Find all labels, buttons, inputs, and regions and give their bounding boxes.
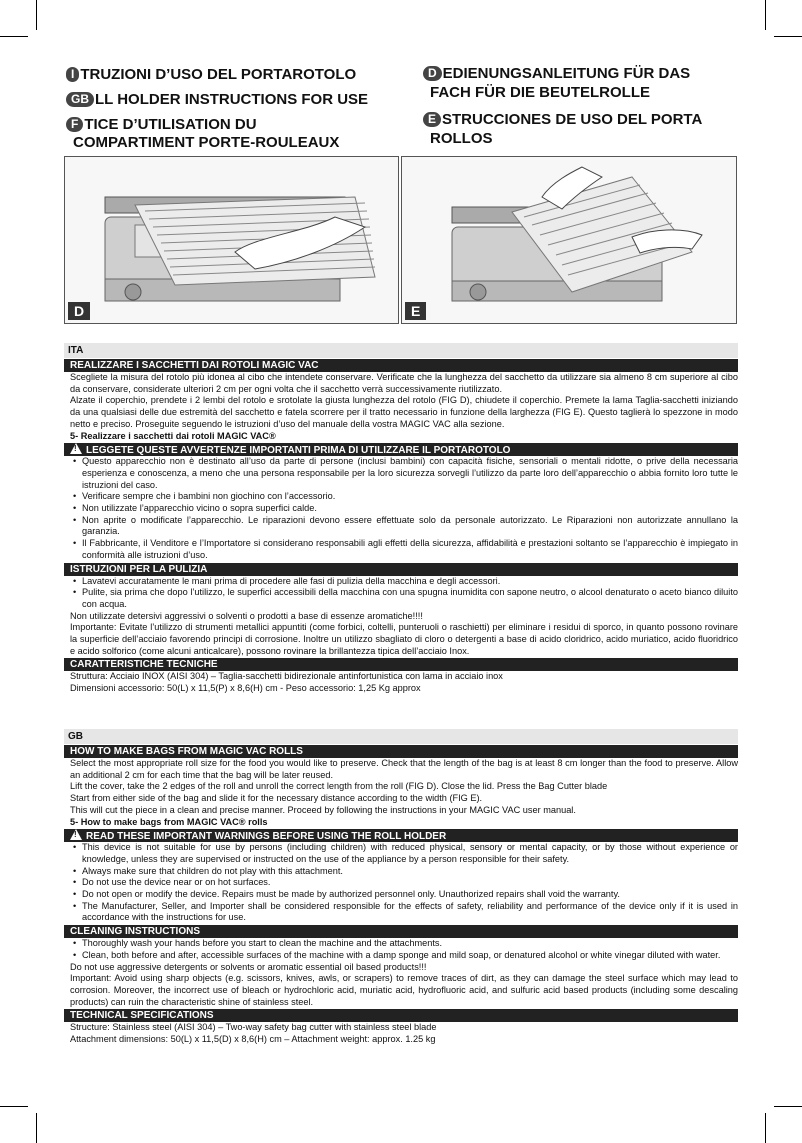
crop-mark bbox=[774, 36, 802, 37]
figure-e bbox=[401, 156, 737, 324]
lang-badge-it: I bbox=[66, 67, 79, 82]
list-item: • Lavatevi accuratamente le mani prima di procedere alle fasi di pulizia della macchina e degli accessori. bbox=[70, 576, 738, 588]
lang-bar-gb: GB bbox=[64, 729, 738, 744]
title-es: E STRUCCIONES DE USO DEL PORTA bbox=[423, 111, 702, 129]
crop-mark bbox=[36, 0, 37, 30]
paragraph-bold: 5- How to make bags from MAGIC VAC® rolls bbox=[70, 816, 268, 827]
paragraph: Dimensioni accessorio: 50(L) x 11,5(P) x 8,6(H) cm - Peso accessorio: 1,25 Kg approx bbox=[70, 683, 421, 694]
cleaning-list-ita bbox=[64, 576, 738, 611]
list-item: • Questo apparecchio non è destinato all’uso da parte di persone (inclusi bambini) con capacità fisiche, sensoriali o mentali ridotte, o prive della necessaria esperienza e conoscenza, a meno che una persona responsabile per la loro sicurezza sorvegli l’utilizzo da parte loro dell’apparecchio o abbia fornito loro tutte le istruzioni del caso. bbox=[70, 456, 738, 491]
heading-gb-specs: TECHNICAL SPECIFICATIONS bbox=[64, 1009, 738, 1022]
vacuum-sealer-illustration bbox=[402, 157, 736, 323]
title-fr: F TICE D’UTILISATION DU bbox=[66, 116, 257, 134]
list-item: • Do not use the device near or on hot surfaces. bbox=[70, 877, 738, 889]
section-gb bbox=[64, 729, 738, 1046]
paragraph: Select the most appropriate roll size for the food you would like to preserve. Check that the length of the bag is at least 8 cm longer than the food to preserve. Allow an additional 2 cm for each time that the bag will be later reused. bbox=[70, 758, 738, 780]
lang-badge-gb: GB bbox=[66, 92, 94, 107]
paragraph: Scegliete la misura del rotolo più idonea al cibo che intendete conservare. Verificate che la lunghezza del sacchetto da utilizzare sia almeno 8 cm superiore al cibo da conservare, considerate ulteriori 2 cm per ogni volta che il sacchetto verrà successivamente riutilizzato. bbox=[70, 372, 738, 394]
list-item: • Do not open or modify the device. Repairs must be made by authorized personnel only. Unauthorized repairs shall void the warranty. bbox=[70, 889, 738, 901]
warning-list-ita bbox=[64, 456, 738, 561]
title-fr-line2: COMPARTIMENT PORTE-ROULEAUX bbox=[73, 134, 340, 151]
paragraph: Start from either side of the bag and slide it for the necessary distance according to the width (FIG E). bbox=[70, 793, 483, 804]
warning-icon bbox=[70, 829, 82, 840]
title-de: D EDIENUNGSANLEITUNG FÜR DAS bbox=[423, 65, 690, 83]
figure-d bbox=[64, 156, 399, 324]
crop-mark bbox=[0, 1106, 28, 1107]
paragraph: This will cut the piece in a clean and precise manner. Proceed by following the instructions in your MAGIC VAC user manual. bbox=[70, 804, 576, 815]
heading-ita-warnings: !LEGGETE QUESTE AVVERTENZE IMPORTANTI PRIMA DI UTILIZZARE IL PORTAROTOLO bbox=[64, 443, 738, 456]
crop-mark bbox=[0, 36, 28, 37]
title-it: I TRUZIONI D’USO DEL PORTAROTOLO bbox=[66, 66, 356, 84]
crop-mark bbox=[36, 1113, 37, 1143]
list-item: • Non utilizzate l’apparecchio vicino o sopra superfici calde. bbox=[70, 503, 738, 515]
paragraph: Important: Avoid using sharp objects (e.g. scissors, knives, awls, or scrapers) to remove traces of dirt, as they can damage the steel surface which may lead to corrosion. Moreover, the incorrect use of bleach or hydrochloric acid, muriatic acid, hydrofluoric acid, and sulfuric acid based products (including some descaling products) can ruin the characteristic shine of stainless steel. bbox=[70, 973, 738, 1007]
paragraph: Attachment dimensions: 50(L) x 11,5(D) x 8,6(H) cm – Attachment weight: approx. 1.25 kg bbox=[70, 1034, 436, 1045]
list-item: • Verificare sempre che i bambini non giochino con l’accessorio. bbox=[70, 491, 738, 503]
warning-list-gb bbox=[64, 842, 738, 924]
heading-ita-cleaning: ISTRUZIONI PER LA PULIZIA bbox=[64, 563, 738, 576]
lang-badge-fr: F bbox=[66, 117, 83, 132]
heading-gb-warnings: !READ THESE IMPORTANT WARNINGS BEFORE USING THE ROLL HOLDER bbox=[64, 829, 738, 842]
list-item: • The Manufacturer, Seller, and Importer shall be considered responsible for the effects of safety, reliability and performance of the device only if it is used in accordance with the instructions for use. bbox=[70, 901, 738, 924]
paragraph: Alzate il coperchio, prendete i 2 lembi del rotolo e srotolate la giusta lunghezza del rotolo (FIG D), chiudete il coperchio. Premete la lama Taglia-sacchetti iniziando da una qualsiasi delle due estremità del sacchetto e fatela scorrere per il tratto necessario in funzione della larghezza (FIG E). Questo taglierà lo spezzone in modo netto e preciso. Proseguite seguendo le istruzioni d’uso del manuale della vostra MAGIC VAC alla sezione. bbox=[70, 395, 738, 429]
list-item: • Thoroughly wash your hands before you start to clean the machine and the attachments. bbox=[70, 938, 738, 950]
list-item: • Always make sure that children do not play with this attachment. bbox=[70, 866, 738, 878]
paragraph: Importante: Evitate l’utilizzo di strumenti metallici appuntiti (come forbici, coltelli, punteruoli o raschietti) per eliminare i residui di sporco, in quanto possono rovinare la superficie dell’acciaio favorendo principi di corrosione. Inoltre un utilizzo sbagliato di cloro o detergenti a base di acido cloridrico, acido muriatico, acido fluoridrico e acido solforico (come alcuni anticalcare), possono rovinare la brillantezza tipica dell’acciaio Inox. bbox=[70, 622, 738, 656]
list-item: • Pulite, sia prima che dopo l’utilizzo, le superfici accessibili della macchina con una spugna inumidita con sapone neutro, o alcool denaturato o aceto bianco diluito con acqua. bbox=[70, 587, 738, 610]
section-ita bbox=[64, 343, 738, 695]
title-gb: GB LL HOLDER INSTRUCTIONS FOR USE bbox=[66, 91, 368, 109]
title-de-line2: FACH FÜR DIE BEUTELROLLE bbox=[430, 84, 650, 101]
heading-ita-specs: CARATTERISTICHE TECNICHE bbox=[64, 658, 738, 671]
crop-mark bbox=[765, 0, 766, 30]
figure-label-d: D bbox=[68, 302, 90, 320]
list-item: • This device is not suitable for use by persons (including children) with reduced physical, sensory or mental capacity, or by those without experience or knowledge, unless they are supervised or instructed on the use of the appliance by a person responsible for their safety. bbox=[70, 842, 738, 865]
heading-ita-make-bags: REALIZZARE I SACCHETTI DAI ROTOLI MAGIC VAC bbox=[64, 359, 738, 372]
crop-mark bbox=[774, 1106, 802, 1107]
paragraph-bold: 5- Realizzare i sacchetti dai rotoli MAGIC VAC® bbox=[70, 430, 276, 441]
crop-mark bbox=[765, 1113, 766, 1143]
title-es-line2: ROLLOS bbox=[430, 130, 493, 147]
lang-bar-ita: ITA bbox=[64, 343, 738, 358]
paragraph: Do not use aggressive detergents or solvents or aromatic essential oil based products!!! bbox=[70, 961, 427, 972]
lang-badge-es: E bbox=[423, 112, 441, 127]
paragraph: Struttura: Acciaio INOX (AISI 304) – Taglia-sacchetti bidirezionale antinfortunistica con lama in acciaio inox bbox=[70, 671, 503, 682]
figure-label-e: E bbox=[405, 302, 426, 320]
lang-badge-de: D bbox=[423, 66, 442, 81]
vacuum-sealer-illustration bbox=[65, 157, 398, 323]
heading-gb-cleaning: CLEANING INSTRUCTIONS bbox=[64, 925, 738, 938]
warning-icon bbox=[70, 443, 82, 454]
paragraph: Lift the cover, take the 2 edges of the roll and unroll the correct length from the roll (FIG D). Close the lid. Press the Bag Cutter blade bbox=[70, 781, 608, 792]
paragraph: Non utilizzate detersivi aggressivi o solventi o prodotti a base di essenze aromatiche!!!! bbox=[70, 610, 423, 621]
list-item: • Il Fabbricante, il Venditore e l’Importatore si considerano responsabili agli effetti della sicurezza, affidabilità e prestazioni soltanto se l’apparecchio è impiegato in conformità alle istruzioni d’uso. bbox=[70, 538, 738, 561]
heading-gb-make-bags: HOW TO MAKE BAGS FROM MAGIC VAC ROLLS bbox=[64, 745, 738, 758]
paragraph: Structure: Stainless steel (AISI 304) – Two-way safety bag cutter with stainless steel blade bbox=[70, 1022, 437, 1033]
cleaning-list-gb bbox=[64, 938, 738, 961]
list-item: • Non aprite o modificate l’apparecchio. Le riparazioni devono essere effettuate solo da personale autorizzato. Le Riparazioni non autorizzate annullano la garanzia. bbox=[70, 515, 738, 538]
list-item: • Clean, both before and after, accessible surfaces of the machine with a damp sponge and mild soap, or denatured alcohol or white vinegar diluted with water. bbox=[70, 950, 738, 962]
